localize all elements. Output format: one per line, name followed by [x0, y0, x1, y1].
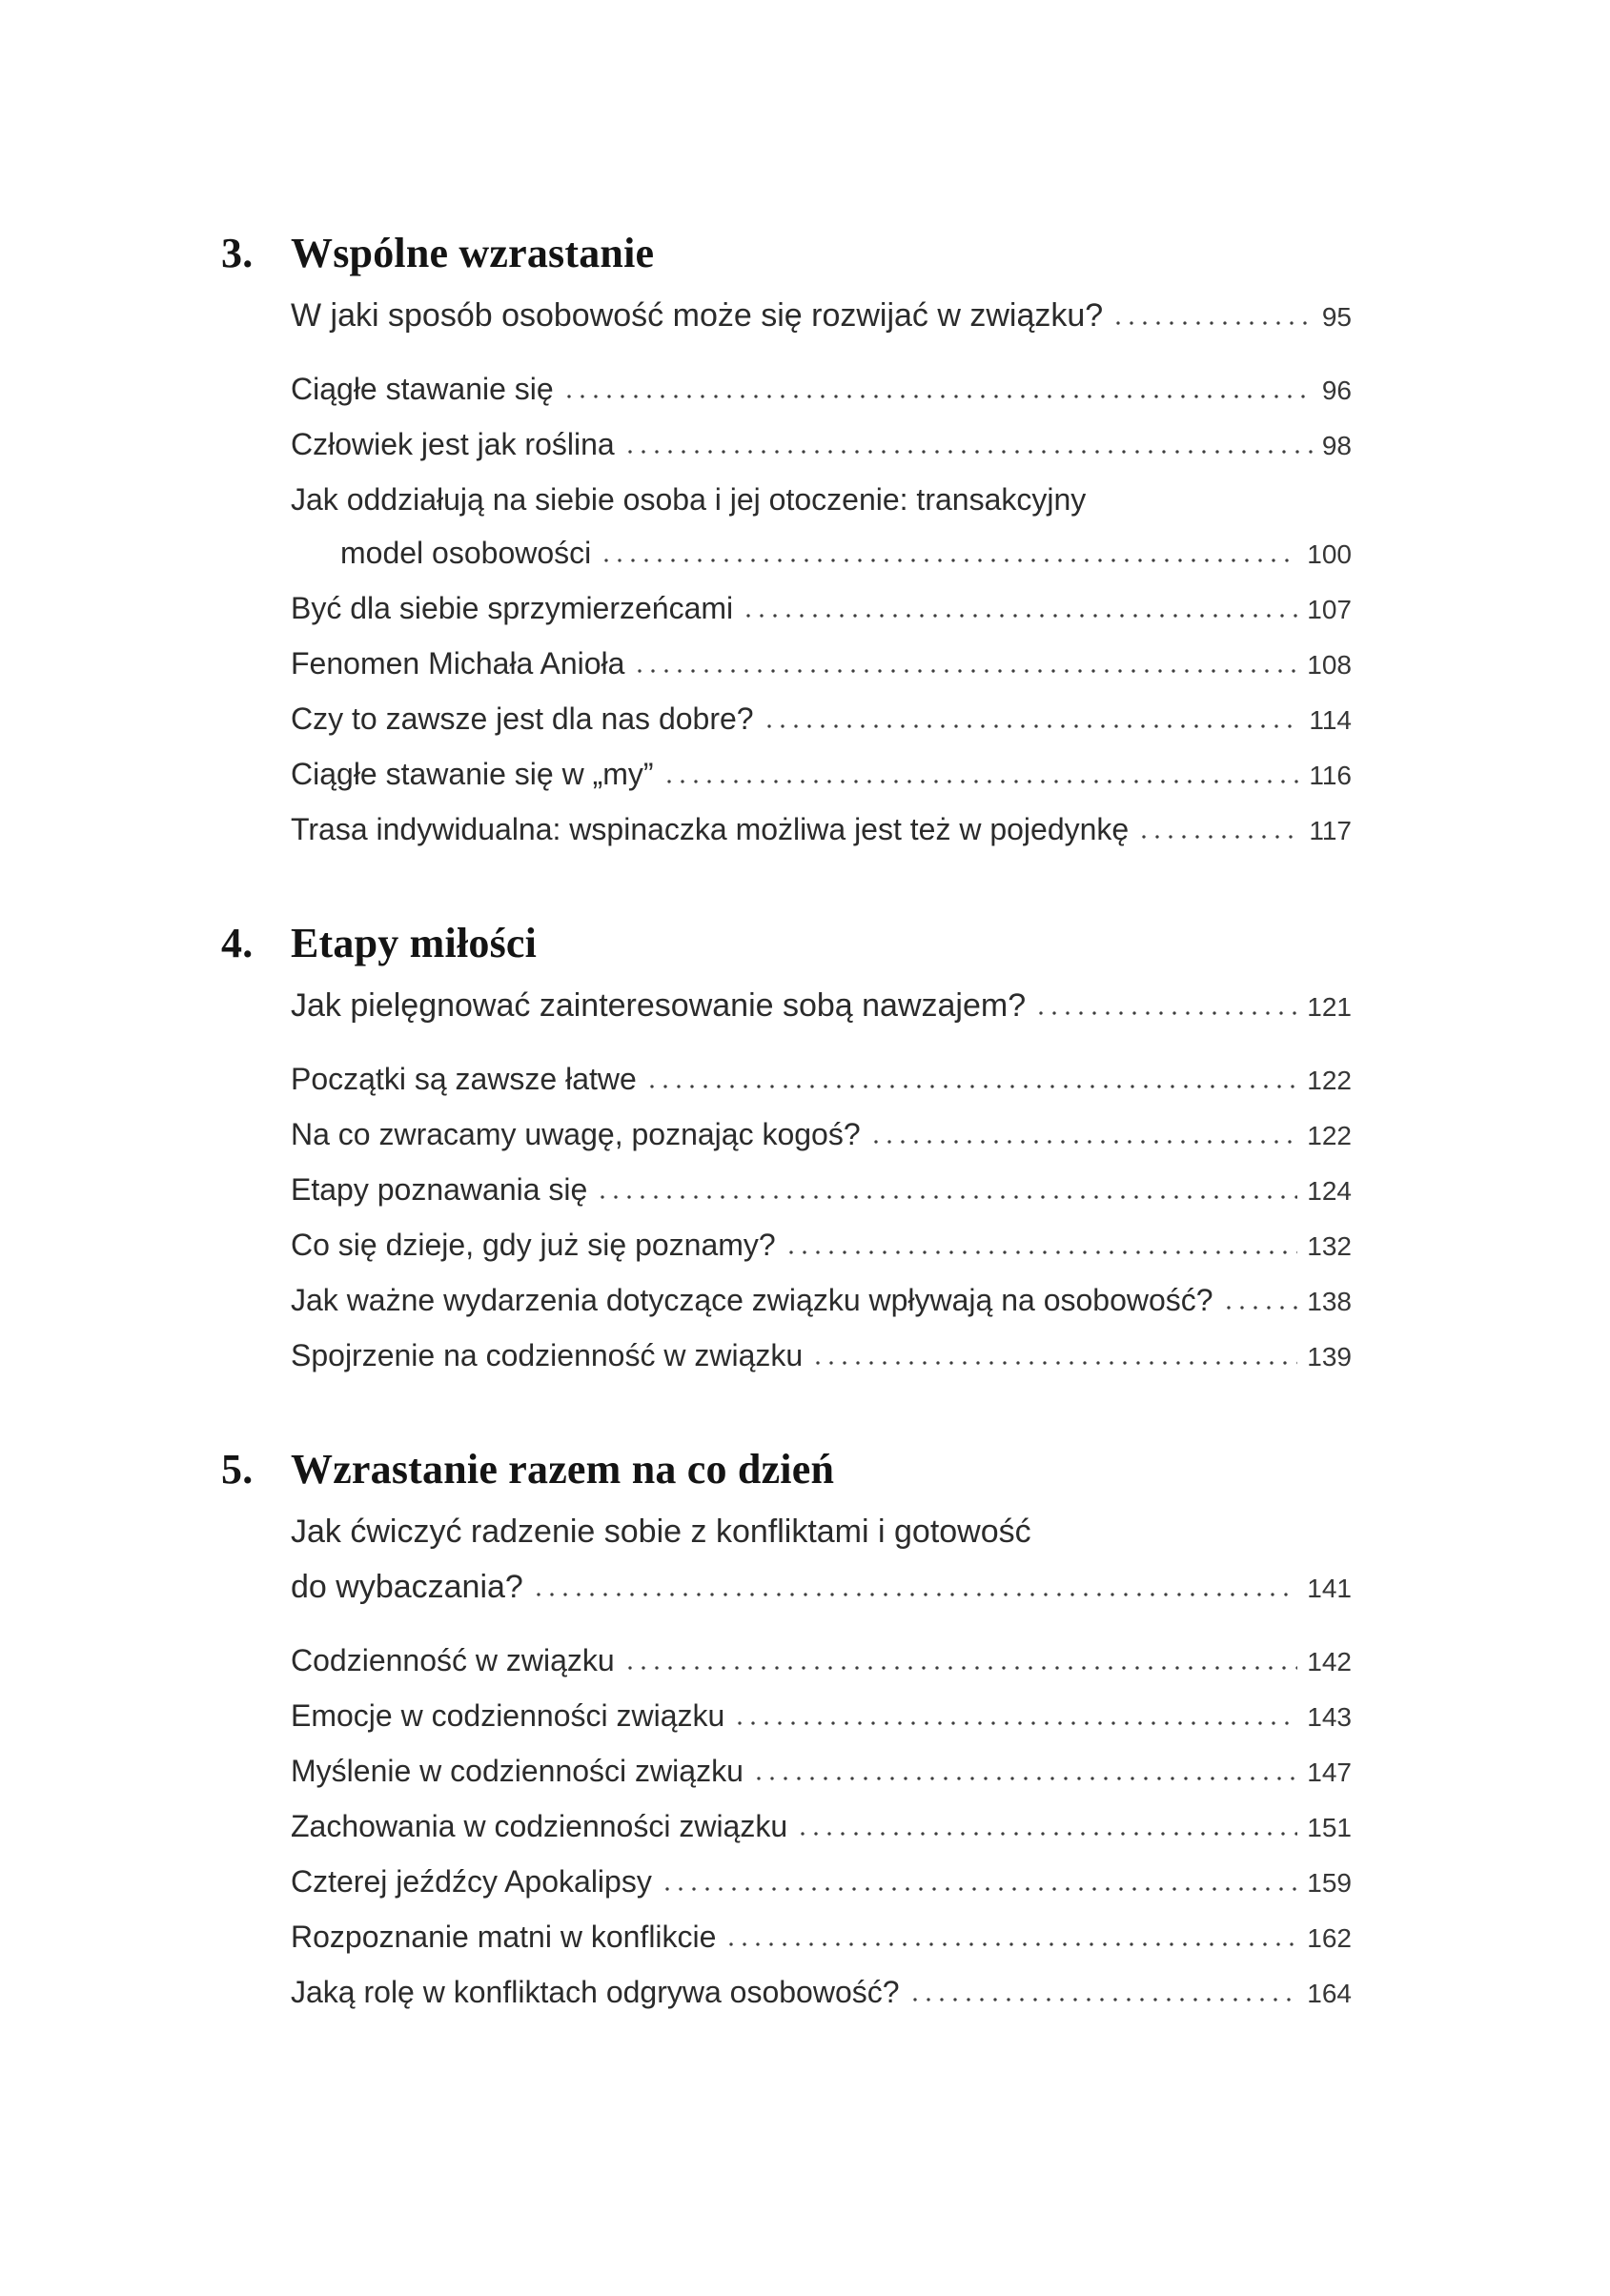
toc-entry [291, 1163, 1352, 1218]
dot-leader [596, 1194, 1297, 1200]
toc-entry [291, 637, 1352, 692]
dot-leader [752, 1776, 1297, 1781]
toc-entry [291, 362, 1352, 417]
toc-entry [291, 581, 1352, 637]
page-number: 162 [1307, 1923, 1352, 1953]
toc-entry-label: Człowiek jest jak roślina [291, 427, 615, 461]
toc-entry-label: Ciągłe stawanie się [291, 372, 554, 406]
toc-entry [291, 1910, 1352, 1965]
page-number: 108 [1307, 650, 1352, 680]
toc-entry-label: Czterej jeźdźcy Apokalipsy [291, 1864, 652, 1899]
toc-entry [291, 1689, 1352, 1744]
toc-entry [291, 692, 1352, 747]
dot-leader [600, 558, 1297, 563]
page-number: 143 [1307, 1702, 1352, 1732]
dot-leader [1034, 1010, 1297, 1016]
dot-leader [623, 449, 1313, 455]
chapter-number: 4. [221, 920, 254, 966]
chapter-title: Etapy miłości [291, 920, 538, 966]
chapter-subtitle [291, 978, 1352, 1035]
toc-entry [291, 1744, 1352, 1799]
toc-entry-label: Rozpoznanie matni w konflikcie [291, 1920, 717, 1954]
dot-leader [532, 1592, 1297, 1597]
chapter-subtitle-text: Jak pielęgnować zainteresowanie sobą nawzajem? [291, 987, 1027, 1024]
toc-entry [291, 1329, 1352, 1384]
page-number: 138 [1307, 1287, 1352, 1316]
toc-entry-label: Jaką rolę w konfliktach odgrywa osobowość? [291, 1975, 900, 2009]
toc-entry [291, 1273, 1352, 1329]
dot-leader [811, 1360, 1297, 1366]
page-number: 116 [1309, 761, 1352, 790]
chapter-heading [221, 919, 1352, 968]
dot-leader [785, 1250, 1298, 1255]
toc-entry-label: Zachowania w codzienności związku [291, 1809, 788, 1843]
page-number: 98 [1321, 431, 1352, 460]
dot-leader [633, 668, 1297, 674]
dot-leader [869, 1139, 1298, 1145]
toc-entry [291, 1218, 1352, 1273]
page-number: 122 [1307, 1121, 1352, 1150]
toc-entry [291, 1052, 1352, 1107]
toc-entry [291, 1107, 1352, 1163]
toc-entry-label: Początki są zawsze łatwe [291, 1062, 637, 1096]
chapter-subtitle-line2: do wybaczania? [291, 1569, 523, 1605]
toc-entry [291, 417, 1352, 473]
page-number: 121 [1307, 992, 1352, 1022]
page-number: 139 [1307, 1342, 1352, 1372]
toc-entry [291, 1634, 1352, 1689]
dot-leader [1222, 1305, 1298, 1311]
page-number: 159 [1307, 1868, 1352, 1898]
page-number: 147 [1307, 1758, 1352, 1787]
chapter-number: 5. [221, 1446, 254, 1493]
page-number: 96 [1321, 376, 1352, 405]
dot-leader [623, 1665, 1298, 1671]
page-number: 122 [1307, 1066, 1352, 1095]
dot-leader [661, 1886, 1297, 1892]
toc-entry-label: Myślenie w codzienności związku [291, 1754, 744, 1788]
page-number: 124 [1307, 1176, 1352, 1206]
dot-leader [662, 779, 1300, 784]
toc-entry-label: Czy to zawsze jest dla nas dobre? [291, 701, 754, 736]
toc-entry-label: Codzienność w związku [291, 1643, 615, 1677]
dot-leader [763, 723, 1300, 729]
chapter-heading [221, 229, 1352, 278]
dot-leader [1137, 834, 1299, 840]
page-number: 132 [1307, 1231, 1352, 1261]
entry-list [291, 1052, 1352, 1384]
toc-entry-label: Być dla siebie sprzymierzeńcami [291, 591, 734, 625]
page-number: 151 [1307, 1813, 1352, 1842]
dot-leader [724, 1941, 1297, 1947]
dot-leader [562, 394, 1313, 399]
toc-entry [291, 473, 1352, 581]
toc-entry [291, 1965, 1352, 2021]
toc-entry-label: Trasa indywidualna: wspinaczka możliwa jest też w pojedynkę [291, 812, 1130, 846]
table-of-contents [221, 229, 1352, 2021]
page-number: 114 [1309, 705, 1352, 735]
toc-entry-label: Emocje w codzienności związku [291, 1698, 725, 1733]
chapter-title: Wzrastanie razem na co dzień [291, 1446, 835, 1493]
dot-leader [733, 1720, 1297, 1726]
page-number: 142 [1307, 1647, 1352, 1676]
entry-list [291, 362, 1352, 858]
chapter-subtitle-line1: Jak ćwiczyć radzenie sobie z konfliktami i gotowość [291, 1514, 1031, 1550]
dot-leader [796, 1831, 1297, 1837]
dot-leader [645, 1084, 1297, 1089]
chapter-subtitle [291, 288, 1352, 345]
toc-entry-label: Fenomen Michała Anioła [291, 646, 625, 681]
toc-entry [291, 1799, 1352, 1855]
toc-entry-label: Spojrzenie na codzienność w związku [291, 1338, 804, 1372]
dot-leader [1111, 320, 1313, 326]
page-number: 164 [1307, 1979, 1352, 2008]
page-number: 117 [1309, 816, 1352, 845]
toc-entry-label: Co się dzieje, gdy już się poznamy? [291, 1228, 776, 1262]
toc-section-3 [221, 229, 1352, 858]
page-number: 95 [1321, 302, 1352, 332]
toc-entry-label: Jak ważne wydarzenia dotyczące związku wpływają na osobowość? [291, 1283, 1213, 1317]
toc-entry-label-line1: Jak oddziałują na siebie osoba i jej otoczenie: transakcyjny [291, 482, 1087, 517]
toc-entry-label-line2: model osobowości [340, 536, 592, 570]
chapter-subtitle [291, 1504, 1352, 1616]
toc-entry-label: Etapy poznawania się [291, 1172, 588, 1207]
toc-entry [291, 747, 1352, 803]
page-number: 107 [1307, 595, 1352, 624]
dot-leader [908, 1997, 1298, 2002]
page-number: 100 [1307, 539, 1352, 569]
toc-entry-label: Ciągłe stawanie się w „my” [291, 757, 654, 791]
toc-entry [291, 803, 1352, 858]
chapter-heading [221, 1445, 1352, 1494]
entry-list [291, 1634, 1352, 2021]
toc-section-5 [221, 1445, 1352, 2021]
page-number: 141 [1307, 1574, 1352, 1603]
toc-entry-label: Na co zwracamy uwagę, poznając kogoś? [291, 1117, 861, 1151]
toc-section-4 [221, 919, 1352, 1384]
chapter-subtitle-text: W jaki sposób osobowość może się rozwijać w związku? [291, 297, 1104, 334]
toc-entry [291, 1855, 1352, 1910]
chapter-number: 3. [221, 230, 254, 276]
chapter-title: Wspólne wzrastanie [291, 230, 655, 276]
dot-leader [742, 613, 1297, 619]
